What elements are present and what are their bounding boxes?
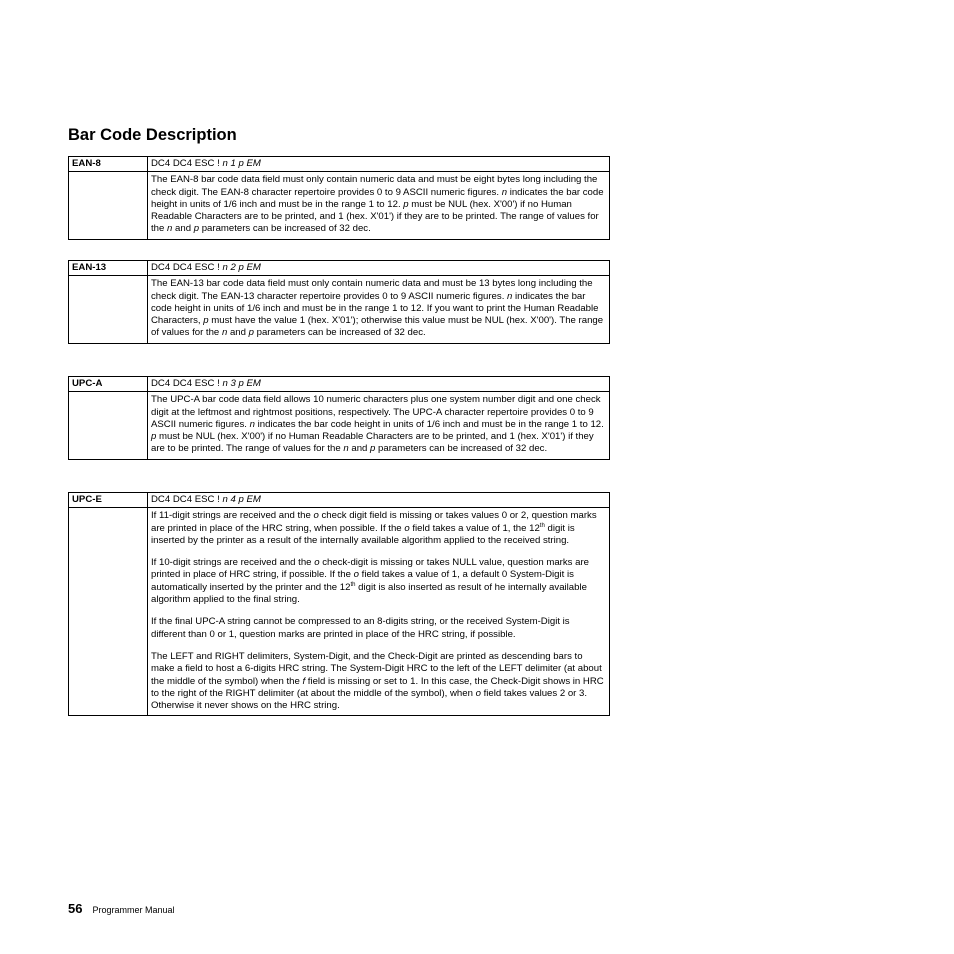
description-cell — [148, 172, 610, 239]
command-syntax — [148, 261, 610, 276]
description-paragraph — [151, 510, 606, 547]
text-run: digit is also inserted as result of he internally available algorithm applied to the final string. — [151, 581, 587, 606]
italic-variable: n — [167, 223, 173, 235]
barcode-type-label: UPC-A — [69, 377, 148, 392]
command-prefix: DC4 DC4 ESC ! — [151, 262, 223, 273]
text-run: parameters can be increased of 32 dec. — [199, 223, 371, 235]
barcode-type-label: EAN-8 — [69, 157, 148, 172]
italic-variable: p — [370, 443, 376, 455]
text-run: parameters can be increased of 32 dec. — [253, 327, 426, 339]
text-run: field takes values 2 or 3. Otherwise it never shows on the HRC string. — [151, 687, 588, 712]
italic-variable: n — [343, 443, 349, 455]
command-prefix: DC4 DC4 ESC ! — [151, 494, 223, 505]
text-run: The EAN-8 bar code data field must only contain numeric data and must be eight bytes long including the check digit. The EAN-8 character repertoire provides 0 to 9 ASCII numeric figures. — [151, 174, 598, 198]
text-run: field takes a value of 1, a default 0 System-Digit is automatically inserted by the printer and the 12 — [151, 569, 574, 593]
description-paragraph — [151, 557, 606, 606]
page-title: Bar Code Description — [68, 126, 237, 144]
ean13-table — [68, 260, 610, 344]
description-cell — [148, 392, 610, 459]
text-run: must be NUL (hex. X'00') if no Human Readable Characters are to be printed, and 1 (hex. X'01') if they are to be printed. The range of values for the — [151, 198, 599, 235]
description-paragraph — [151, 278, 606, 339]
command-params: n 1 p EM — [222, 158, 261, 169]
ean8-table — [68, 156, 610, 240]
text-run: If 10-digit strings are received and the — [151, 557, 315, 569]
italic-variable: o — [313, 510, 319, 522]
text-run: If 11-digit strings are received and the — [151, 510, 314, 522]
superscript-text: th — [350, 581, 356, 588]
text-run: and — [348, 443, 371, 455]
text-run: digit is inserted by the printer as a result of the internally available algorithm applied to the received string. — [151, 522, 575, 546]
text-run: The LEFT and RIGHT delimiters, System-Digit, and the Check-Digit are printed as descending bars to make a field to host a 6-digits HRC string. The System-Digit HRC to the left of the LEFT delimiter (at about the middle of the symbol) when the — [151, 650, 602, 687]
command-params: n 2 p EM — [222, 262, 261, 273]
text-run: If the final UPC-A string cannot be compressed to an 8-digits string, or the received System-Digit is different than 0 or 1, question marks are printed in place of the HRC string, if possible. — [151, 616, 570, 640]
command-prefix: DC4 DC4 ESC ! — [151, 378, 223, 389]
command-syntax — [148, 377, 610, 392]
text-run: indicates the bar code height in units of 1/6 inch and must be in the range 1 to 12. — [254, 418, 604, 430]
description-cell — [148, 508, 610, 716]
italic-variable: o — [404, 522, 410, 534]
text-run: check-digit is missing or takes NULL value, question marks are printed in place of HRC string, if possible. If the — [151, 557, 589, 581]
command-prefix: DC4 DC4 ESC ! — [151, 158, 223, 169]
text-run: must have the value 1 (hex. X'01'); otherwise this value must be NUL (hex. X'00'). The range of values for the — [151, 315, 604, 339]
command-params: n 3 p EM — [222, 378, 261, 389]
upca-table — [68, 376, 610, 460]
barcode-type-label: EAN-13 — [69, 261, 148, 276]
text-run: and — [172, 223, 194, 235]
text-run: must be NUL (hex. X'00') if no Human Readable Characters are to be printed, and 1 (hex. X'01') if they are to be printed. The range of values for the — [151, 431, 594, 455]
text-run: The EAN-13 bar code data field must only contain numeric data and must be 13 bytes long including the check digit. The EAN-13 character repertoire provides 0 to 9 ASCII numeric figures. — [151, 278, 593, 302]
command-syntax — [148, 493, 610, 508]
empty-label-cell — [69, 172, 148, 239]
command-syntax — [148, 157, 610, 172]
text-run: field takes a value of 1, the 12 — [409, 522, 540, 534]
italic-variable: o — [475, 687, 481, 699]
description-paragraph — [151, 651, 606, 712]
manual-name: Programmer Manual — [92, 905, 175, 915]
text-run: check digit field is missing or takes values 0 or 2, question marks are printed in place of the HRC string, when possible. If the — [151, 510, 597, 534]
empty-label-cell — [69, 508, 148, 716]
italic-variable: p — [248, 327, 254, 339]
italic-variable: p — [203, 315, 209, 327]
italic-variable: n — [507, 290, 513, 302]
page-number: 56 — [68, 901, 83, 916]
italic-variable: o — [353, 569, 359, 581]
empty-label-cell — [69, 392, 148, 459]
command-params: n 4 p EM — [222, 494, 261, 505]
text-run: field is missing or set to 1. In this case, the Check-Digit shows in HRC to the right of the RIGHT delimiter (at about the middle of the symbol), when — [151, 675, 604, 699]
italic-variable: o — [314, 557, 320, 569]
description-paragraph — [151, 616, 606, 641]
text-run: indicates the bar code height in units of 1/6 inch and must be in the range 1 to 12. If you want to print the Human Readable Characters, — [151, 290, 599, 327]
text-run: and — [227, 327, 249, 339]
empty-label-cell — [69, 276, 148, 343]
italic-variable: p — [151, 431, 157, 443]
italic-variable: n — [221, 327, 228, 339]
barcode-type-label: UPC-E — [69, 493, 148, 508]
italic-variable: p — [193, 223, 200, 235]
text-run: The UPC-A bar code data field allows 10 numeric characters plus one system number digit and one check digit at the leftmost and rightmost positions, respectively. The UPC-A character repertoire provides 0 to 9 ASCII numeric figures. — [151, 394, 601, 430]
page-footer — [68, 900, 175, 918]
superscript-text: th — [539, 522, 545, 529]
italic-variable: p — [403, 198, 409, 210]
text-run: parameters can be increased of 32 dec. — [375, 443, 548, 455]
description-paragraph — [151, 174, 606, 235]
italic-variable: f — [302, 675, 306, 687]
italic-variable: n — [249, 418, 255, 430]
description-cell — [148, 276, 610, 343]
upce-table — [68, 492, 610, 716]
description-paragraph — [151, 394, 606, 455]
text-run: indicates the bar code height in units of 1/6 inch and must be in the range 1 to 12. — [151, 186, 604, 210]
italic-variable: n — [501, 186, 508, 198]
